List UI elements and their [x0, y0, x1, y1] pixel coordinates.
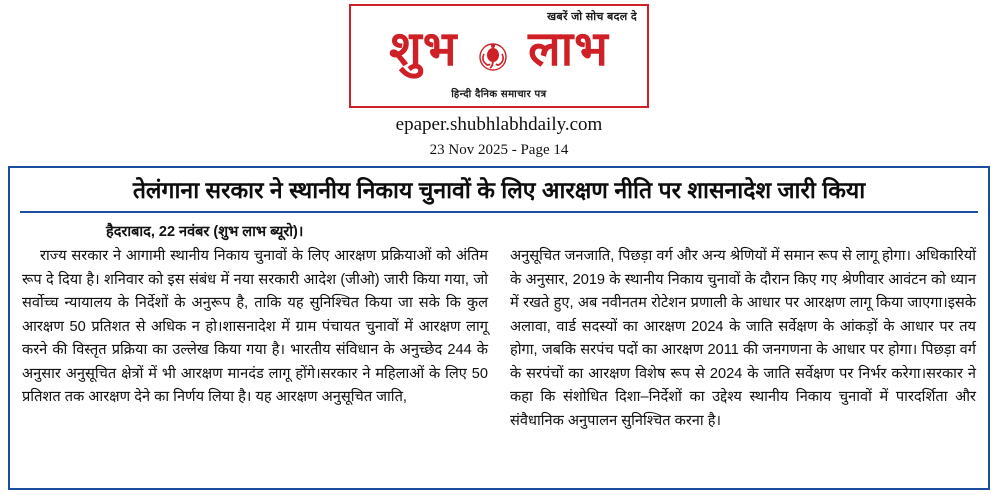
article-dateline: हैदराबाद, 22 नवंबर (शुभ लाभ ब्यूरो)। [106, 224, 304, 240]
article-columns [22, 245, 976, 433]
headline-divider [20, 211, 978, 213]
article-column-right [510, 245, 976, 433]
article-headline: तेलंगाना सरकार ने स्थानीय निकाय चुनावों के लिए आरक्षण नीति पर शासनादेश जारी किया [132, 177, 866, 203]
masthead [349, 4, 649, 108]
epaper-url[interactable]: epaper.shubhlabhdaily.com [395, 114, 603, 135]
article-body-right: अनुसूचित जनजाति, पिछड़ा वर्ग और अन्य श्रेणियों में समान रूप से लागू होगा। अधिकारियों के अनुसार, 2019 के स्थानीय निकाय चुनावों के दौरान किए गए श्रेणीवार आवंटन को ध्यान में रखते हुए, अब नवीनतम रोटेशन प्रणाली के आधार पर आरक्षण लागू किया जाएगा।इसके अलावा, वार्ड सदस्यों का आरक्षण 2024 के जाति सर्वेक्षण के आंकड़ों के आधार पर तय होगा, जबकि सरपंच पदों का आरक्षण 2011 की जनगणना के आधार पर होगा। पिछड़ा वर्ग के सरपंचों का आरक्षण विशेष रूप से 2024 के जाति सर्वेक्षण पर निर्भर करेगा।सरकार ने कहा कि संशोधित दिशा–निर्देशों का उद्देश्य स्थानीय निकाय चुनावों में पारदर्शिता और संवैधानिक अनुपालन सुनिश्चित करना है। [510, 248, 976, 429]
masthead-title-word-1: शुभ [389, 23, 458, 77]
masthead-subtitle: हिन्दी दैनिक समाचार पत्र [451, 89, 547, 100]
article-body-left: राज्य सरकार ने आगामी स्थानीय निकाय चुनावों के लिए आरक्षण प्रक्रियाओं को अंतिम रूप दे दिया है। शनिवार को इस संबंध में नया सरकारी आदेश (जीओ) जारी किया गया, जो सर्वोच्च न्यायालय के निर्देशों के अनुरूप है, ताकि यह सुनिश्चित किया जा सके कि कुल आरक्षण 50 प्रतिशत से अधिक न हो।शासनादेश में ग्राम पंचायत चुनावों में आरक्षण लागू करने की विस्तृत प्रक्रिया का उल्लेख किया गया है। भारतीय संविधान के अनुच्छेद 244 के अनुसार अनुसूचित क्षेत्रों में भी आरक्षण मानदंड लागू होंगे।सरकार ने महिलाओं के लिए 50 प्रतिशत तक आरक्षण देने का निर्णय लिया है। यह आरक्षण अनुसूचित जाति, [22, 248, 488, 405]
epaper-date-page: 23 Nov 2025 - Page 14 [429, 142, 569, 158]
ganesha-emblem-icon [476, 31, 510, 65]
masthead-title [351, 20, 647, 78]
masthead-title-word-2: लाभ [528, 23, 609, 77]
masthead-tagline: खबरें जो सोच बदल दे [547, 11, 637, 23]
article-container [8, 166, 990, 490]
article-column-left [22, 245, 488, 433]
